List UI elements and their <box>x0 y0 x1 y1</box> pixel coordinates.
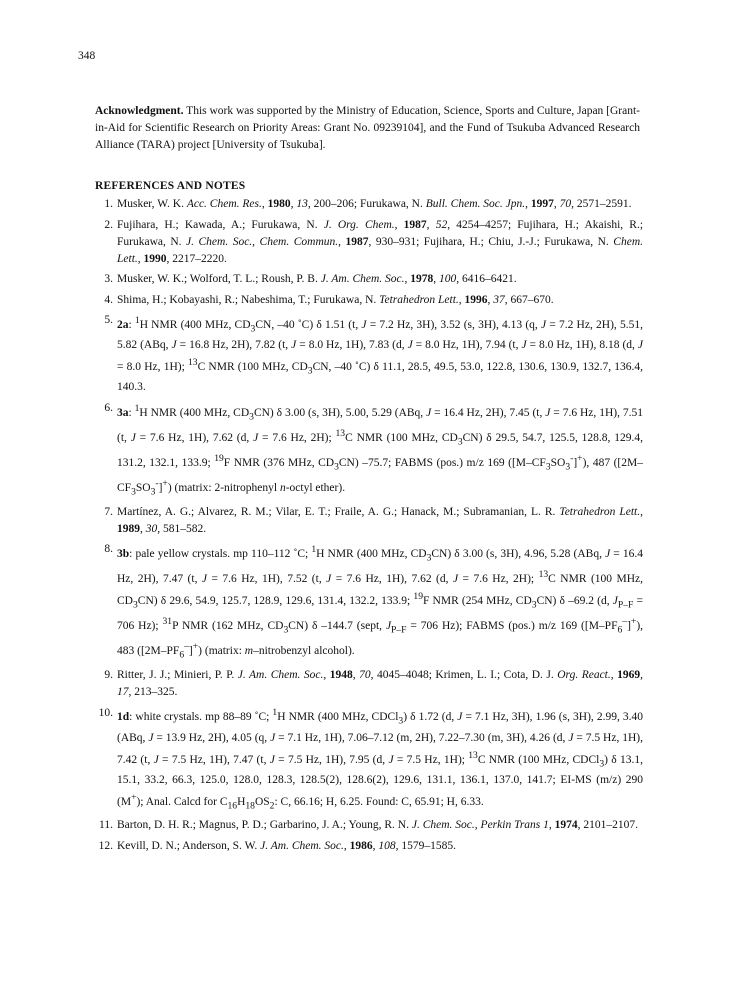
reference-number: 3. <box>104 273 113 285</box>
reference-text: Musker, W. K. Acc. Chem. Res., 1980, 13, 200–206; Furukawa, N. Bull. Chem. Soc. Jpn., 1997, 70, 2571–2591. <box>117 198 632 210</box>
reference-text: 3a: $^1$H NMR (400 MHz, $CD_3CN$) δ 3.00 (s, 3H), 5.00, 5.29 (ABq, J = 16.4 Hz, 2H), 7.45 (t, J = 7.6 Hz, 1H), 7.51 (t, J = 7.6 Hz, 1H), 7.62 (d, J = 7.6 Hz, 2H); $^{13}$C NMR (100 MHz, $CD_3CN$) δ 29.5, 54.7, 125.5, 128.8, 129.4, 131.2, 132.1, 133.9; $^{19}$F NMR (376 MHz, $CD_3CN$) –75.7; FABMS (pos.) m/z 169 $([M-CF_3SO_3^-]^+)$, 487 $([2M-CF_3SO_3^-]^+)$ (matrix: 2-nitrophenyl n-octyl ether). <box>117 402 644 498</box>
reference-item <box>95 400 643 501</box>
reference-text: Shima, H.; Kobayashi, R.; Nabeshima, T.; Furukawa, N. Tetrahedron Lett., 1996, 37, 667–670. <box>117 293 554 306</box>
reference-item <box>95 196 643 213</box>
reference-text: 2a: $^1$H NMR (400 MHz, $CD_3CN$, –40 ˚C) δ 1.51 (t, J = 7.2 Hz, 3H), 3.52 (s, 3H), 4.13 (q, J = 7.2 Hz, 2H), 5.51, 5.82 (ABq, J = 16.8 Hz, 2H), 7.82 (t, J = 8.0 Hz, 1H), 7.83 (d, J = 8.0 Hz, 1H), 7.94 (t, J = 8.0 Hz, 1H), 8.18 (d, J = 8.0 Hz, 1H); $^{13}$C NMR (100 MHz, $CD_3CN$, –40 ˚C) δ 11.1, 28.5, 49.5, 53.0, 122.8, 130.6, 130.9, 132.7, 136.4, 140.3. <box>117 315 644 394</box>
reference-text: Kevill, D. N.; Anderson, S. W. J. Am. Chem. Soc., 1986, 108, 1579–1585. <box>117 839 457 852</box>
reference-item <box>95 817 643 834</box>
references-list <box>95 196 643 858</box>
reference-item <box>95 705 643 814</box>
reference-item <box>95 667 643 701</box>
reference-item <box>95 504 643 538</box>
acknowledgment-paragraph <box>95 103 640 154</box>
reference-number: 10. <box>98 706 113 719</box>
references-heading: REFERENCES AND NOTES <box>95 180 246 192</box>
reference-number: 7. <box>104 505 113 518</box>
reference-text: Musker, W. K.; Wolford, T. L.; Roush, P. B. J. Am. Chem. Soc., 1978, 100, 6416–6421. <box>117 273 517 285</box>
reference-text: 1d: white crystals. mp 88–89 ˚C; $^1$H NMR (400 MHz, CDCl$_3$) δ 1.72 (d, J = 7.1 Hz, 3H), 1.96 (s, 3H), 2.99, 3.40 (ABq, J = 13.9 Hz, 2H), 4.05 (q, J = 7.1 Hz, 1H), 7.06–7.12 (m, 2H), 7.22–7.30 (m, 3H), 4.26 (d, J = 7.5 Hz, 1H), 7.42 (t, J = 7.5 Hz, 1H), 7.47 (t, J = 7.5 Hz, 1H), 7.95 (d, J = 7.5 Hz, 1H); $^{13}$C NMR (100 MHz, CDCl$_3$) δ 13.1, 15.1, 33.2, 66.3, 125.0, 128.0, 128.3, 128.5(2), 128.6(2), 129.6, 131.1, 136.1, 137.0, 141.7; EI-MS (m/z) 290 (M+); Anal. Calcd for $C_{16}H_{18}OS_2$: C, 66.16; H, 6.25. Found: C, 65.91; H, 6.33. <box>117 707 644 811</box>
reference-number: 8. <box>104 543 113 556</box>
reference-text: 3b: pale yellow crystals. mp 110–112 ˚C; $^1$H NMR (400 MHz, $CD_3CN$) δ 3.00 (s, 3H), 4.96, 5.28 (ABq, J = 16.4 Hz, 2H), 7.47 (t, J = 7.6 Hz, 1H), 7.52 (t, J = 7.6 Hz, 1H), 7.62 (d, J = 7.6 Hz, 2H); $^{13}$C NMR (100 MHz, $CD_3CN$) δ 29.6, 54.9, 125.7, 128.9, 129.6, 131.4, 132.2, 133.9; $^{19}$F NMR (254 MHz, $CD_3CN$) δ –69.2 (d, $J_{P-F} = 706$ Hz); $^{31}$P NMR (162 MHz, $CD_3CN$) δ –144.7 (sept, $J_{P-F} = 706$ Hz); FABMS (pos.) m/z 169 $([M-PF_6^-]^+)$, 483 $([2M-PF_6^-]^+)$ (matrix: m–nitrobenzyl alcohol). <box>117 544 644 661</box>
reference-number: 2. <box>104 218 113 231</box>
reference-text: Ritter, J. J.; Minieri, P. P. J. Am. Chem. Soc., 1948, 70, 4045–4048; Krimen, L. I.; Cota, D. J. Org. React., 1969, 17, 213–325. <box>117 669 643 699</box>
reference-text: Martínez, A. G.; Alvarez, R. M.; Vilar, E. T.; Fraile, A. G.; Hanack, M.; Subramanian, L. R. Tetrahedron Lett., 1989, 30, 581–582. <box>117 505 643 535</box>
reference-number: 5. <box>104 314 113 326</box>
reference-item <box>95 217 643 268</box>
reference-item <box>95 838 643 855</box>
reference-number: 11. <box>99 819 113 832</box>
acknowledgment-label: Acknowledgment. <box>95 105 184 117</box>
reference-item <box>95 541 643 663</box>
reference-number: 4. <box>104 293 113 306</box>
reference-text: Fujihara, H.; Kawada, A.; Furukawa, N. J. Org. Chem., 1987, 52, 4254–4257; Fujihara, H.; Akaishi, R.; Furukawa, N. J. Chem. Soc., Chem. Commun., 1987, 930–931; Fujihara, H.; Chiu, J.-J.; Furukawa, N. Chem. Lett., 1990, 2217–2220. <box>117 218 644 265</box>
acknowledgment-text: This work was supported by the Ministry of Education, Science, Sports and Culture, Japan [Grant-in-Aid for Scientific Research on Priority Areas: Grant No. 09239104], and the Fund of Tsukuba Advanced Research Alliance (TARA) project [University of Tsukuba]. <box>95 105 641 151</box>
reference-number: 6. <box>104 401 113 414</box>
reference-item <box>95 292 643 309</box>
reference-number: 1. <box>104 198 113 210</box>
reference-item <box>95 271 643 288</box>
page-number: 348 <box>78 50 96 62</box>
reference-item <box>95 312 643 396</box>
reference-number: 12. <box>98 839 113 852</box>
reference-number: 9. <box>104 669 113 682</box>
reference-text: Barton, D. H. R.; Magnus, P. D.; Garbarino, J. A.; Young, R. N. J. Chem. Soc., Perkin Trans 1, 1974, 2101–2107. <box>117 819 639 832</box>
